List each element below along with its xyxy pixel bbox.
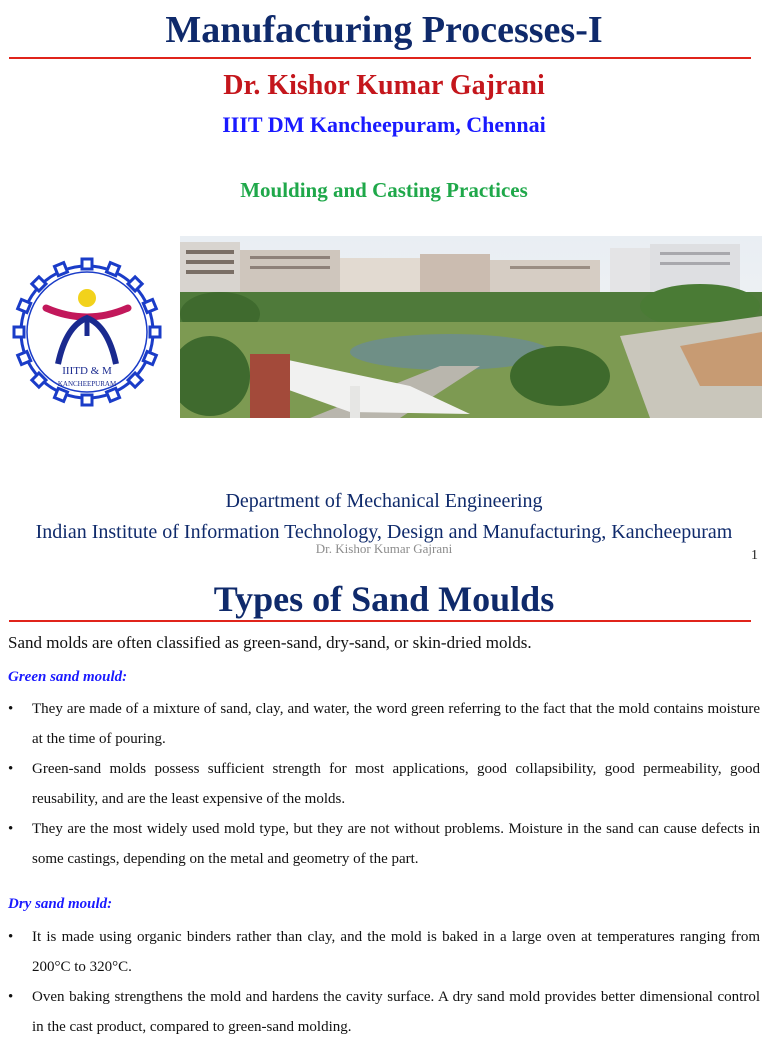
slide-title: Types of Sand Moulds bbox=[213, 579, 555, 619]
institute-name: IIIT DM Kancheepuram, Chennai bbox=[222, 112, 546, 137]
gear-tooth bbox=[106, 388, 119, 401]
institute-full-name: Indian Institute of Information Technology, Design and Manufacturing, Kancheepuram bbox=[35, 521, 733, 543]
gear-tooth bbox=[143, 351, 156, 364]
bullet-icon: • bbox=[8, 761, 14, 777]
intro-text: Sand molds are often classified as green-sand, dry-sand, or skin-dried molds. bbox=[8, 633, 532, 652]
topic-title: Moulding and Casting Practices bbox=[240, 178, 528, 202]
gear-tooth bbox=[143, 299, 156, 312]
gear-tooth bbox=[14, 327, 24, 337]
bullet-icon: • bbox=[8, 989, 14, 1005]
author-name: Dr. Kishor Kumar Gajrani bbox=[223, 70, 545, 101]
content-slide bbox=[0, 578, 768, 1035]
bullet-icon: • bbox=[8, 701, 14, 717]
bullet-list-green-sand bbox=[8, 694, 760, 874]
bullet-icon: • bbox=[8, 821, 14, 837]
gear-tooth bbox=[150, 327, 160, 337]
gear-tooth bbox=[54, 263, 67, 276]
figure-emblem bbox=[46, 289, 128, 364]
title-underline bbox=[9, 620, 751, 622]
gear-tooth bbox=[82, 259, 92, 269]
gear-tooth bbox=[128, 277, 142, 291]
department-name: Department of Mechanical Engineering bbox=[225, 490, 543, 512]
gear-tooth bbox=[32, 373, 46, 387]
gear-tooth bbox=[18, 299, 31, 312]
gear-tooth bbox=[32, 277, 46, 291]
gear-tooth bbox=[128, 373, 142, 387]
logo-text-main: IIITD & M bbox=[62, 365, 112, 377]
gear-tooth bbox=[106, 263, 119, 276]
gear-tooth bbox=[18, 351, 31, 364]
bullet-icon: • bbox=[8, 929, 14, 945]
bullet-list-dry-sand bbox=[8, 922, 760, 1042]
gear-tooth bbox=[82, 395, 92, 405]
page-number: 1 bbox=[751, 548, 758, 563]
slide-title: Manufacturing Processes-I bbox=[165, 9, 603, 51]
logo-text-sub: KANCHEEPURAM bbox=[57, 380, 117, 388]
list-item: • Oven baking strengthens the mold and hardens the cavity surface. A dry sand mold provides better dimensional control in the cast product, compared to green-sand molding. bbox=[8, 982, 760, 1042]
gear-tooth bbox=[54, 388, 67, 401]
title-underline bbox=[9, 57, 751, 59]
institute-logo bbox=[6, 256, 168, 408]
slide-footer: Dr. Kishor Kumar Gajrani bbox=[315, 541, 453, 556]
campus-photo bbox=[180, 236, 762, 418]
list-item: • They are made of a mixture of sand, clay, and water, the word green referring to the fact that the mold contains moisture at the time of pouring. bbox=[8, 694, 760, 754]
list-item: • Green-sand molds possess sufficient strength for most applications, good collapsibility, good permeability, good reusability, and are the least expensive of the molds. bbox=[8, 754, 760, 814]
section-heading-green-sand: Green sand mould: bbox=[8, 669, 128, 685]
section-heading-dry-sand: Dry sand mould: bbox=[8, 896, 113, 912]
list-item: • It is made using organic binders rather than clay, and the mold is baked in a large oven at temperatures ranging from 200°C to 320°C. bbox=[8, 922, 760, 982]
list-item: • They are the most widely used mold type, but they are not without problems. Moisture in the sand can cause defects in some castings, depending on the metal and geometry of the part. bbox=[8, 814, 760, 874]
